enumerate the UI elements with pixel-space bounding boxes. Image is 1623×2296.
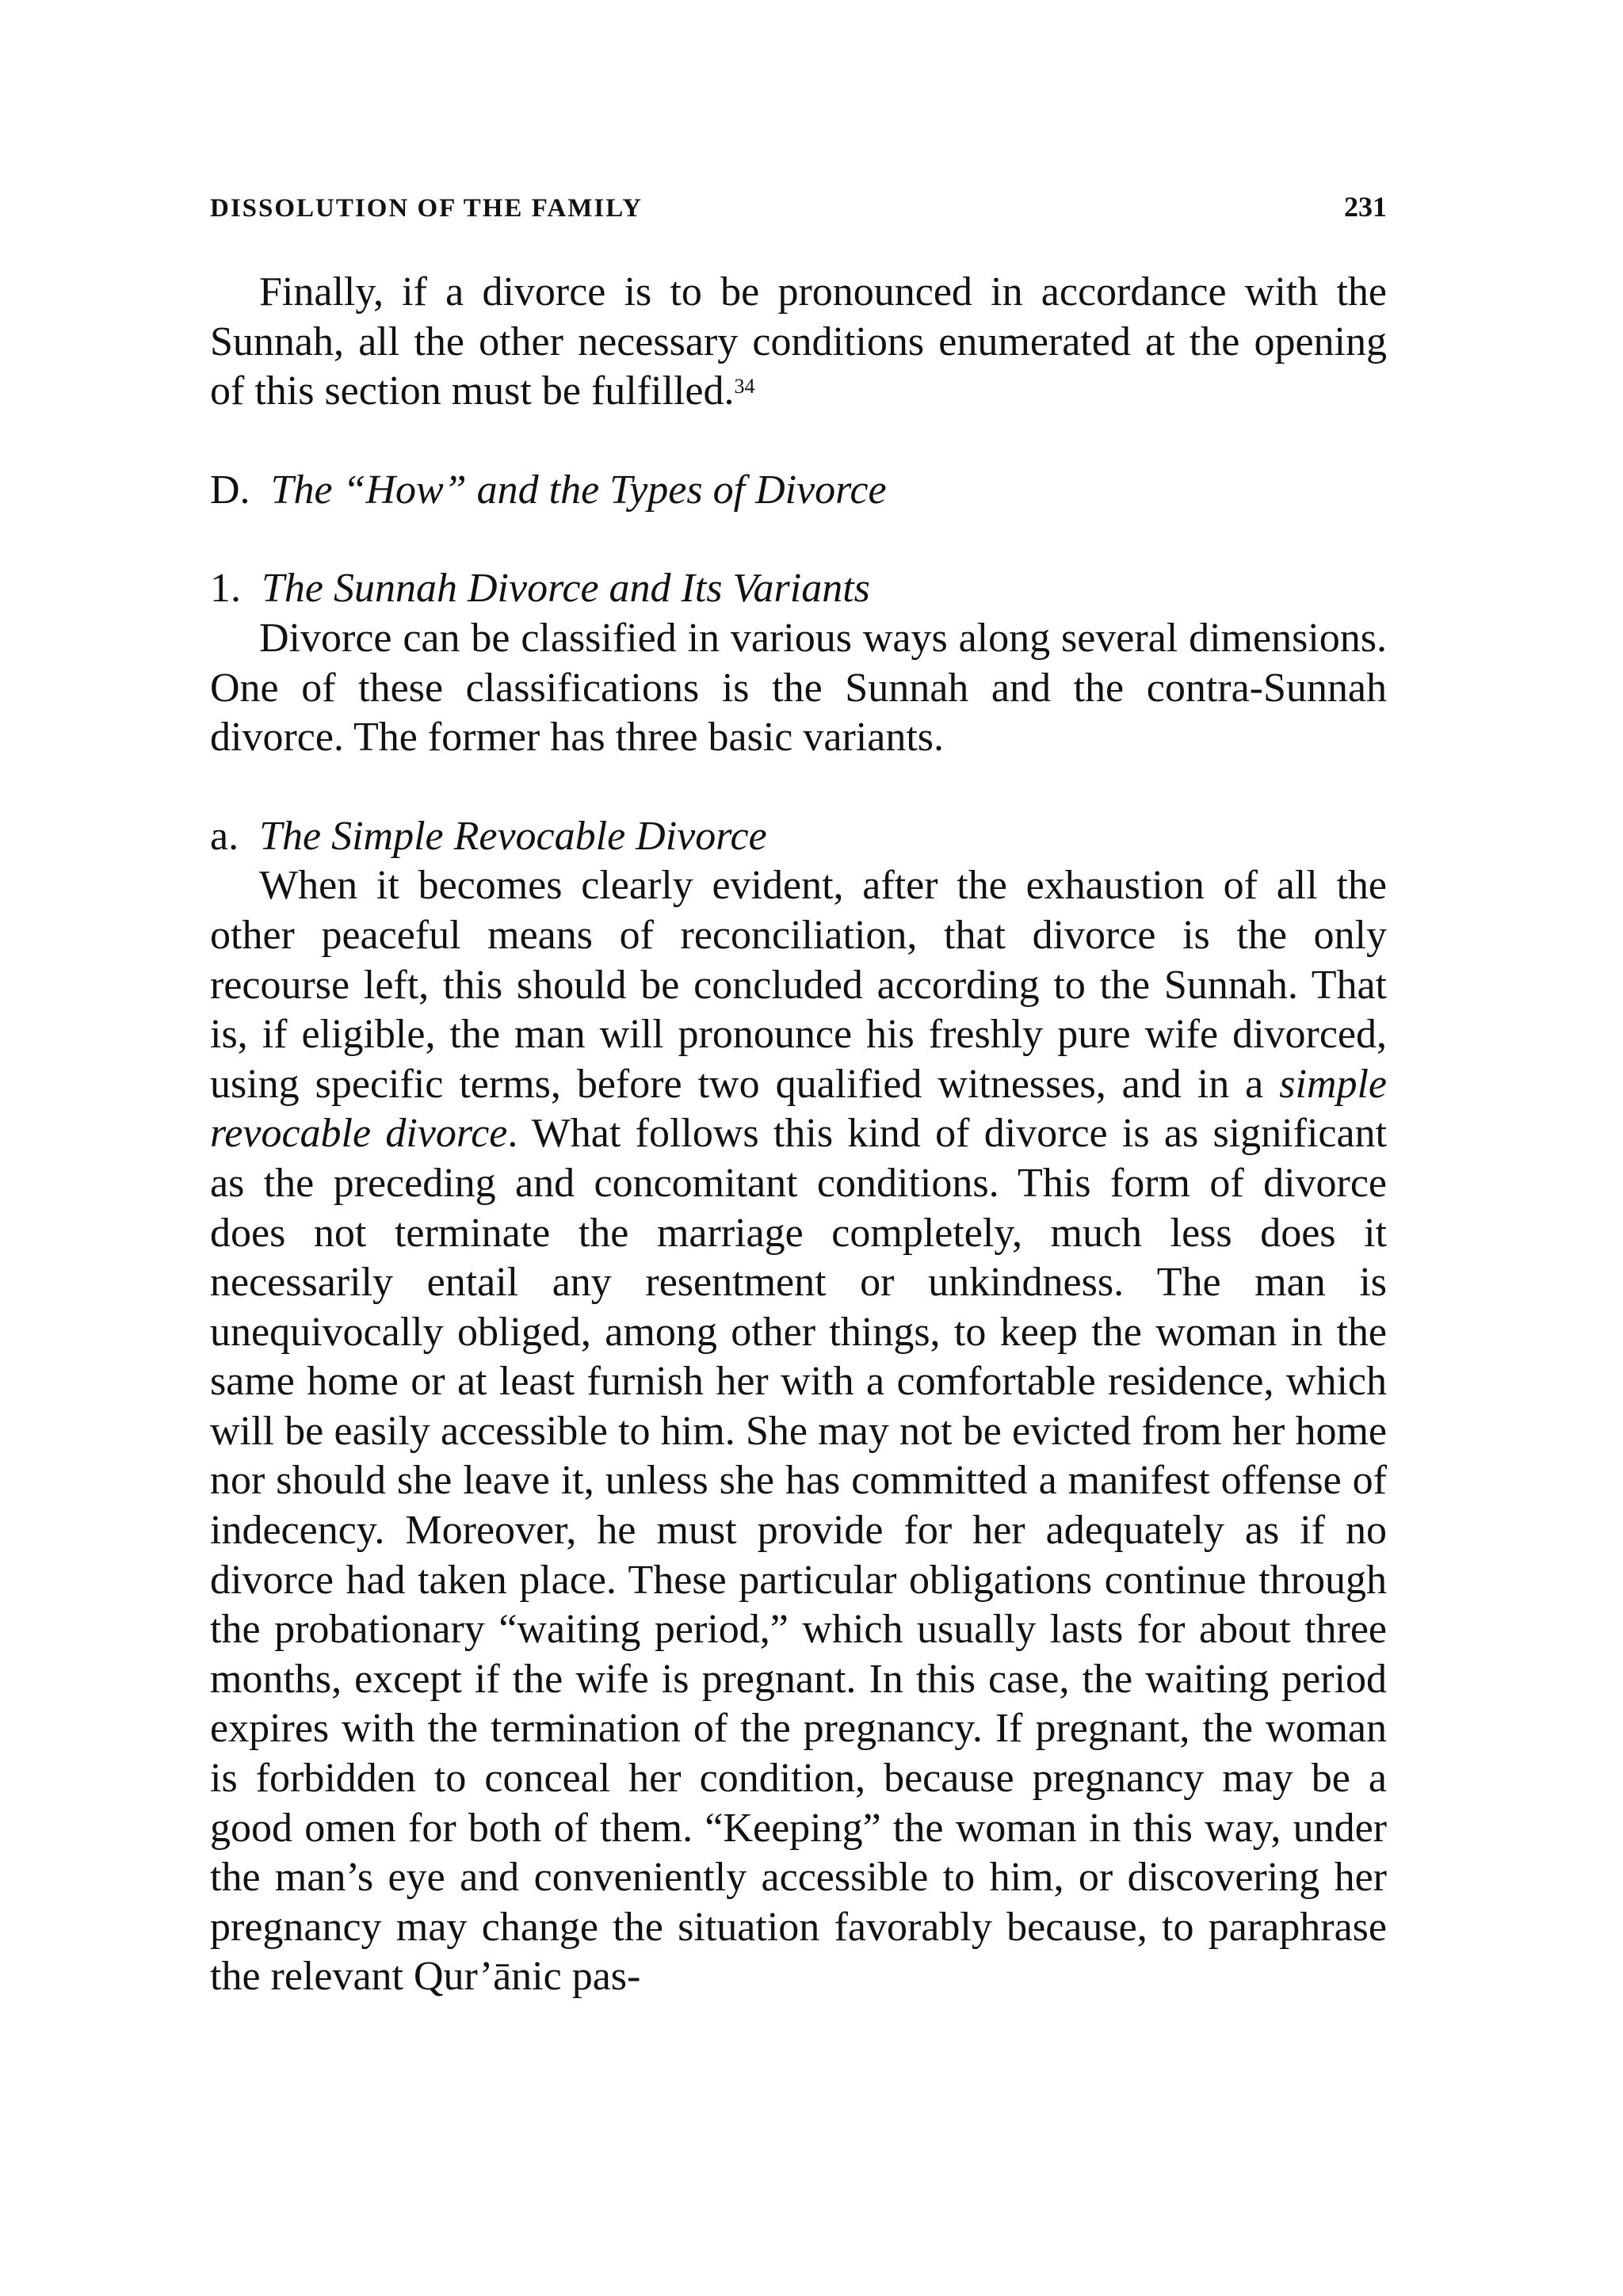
section-a-heading xyxy=(210,812,1387,862)
footnote-marker: 34 xyxy=(734,375,755,399)
paragraph-classification: Divorce can be classified in various ways along several dimensions. One of these classifications is the Sunnah and the contra-Sunnah divorce. The former has three basic variants. xyxy=(210,615,1387,761)
paragraph-simple-revocable xyxy=(210,861,1387,2002)
emphasis-simple-revocable: simple revocable divorce xyxy=(210,1061,1387,1157)
section-a-title: The Simple Revocable Divorce xyxy=(259,813,767,859)
paragraph-finally xyxy=(210,268,1387,417)
chapter-title: DISSOLUTION OF THE FAMILY xyxy=(210,194,643,223)
section-a-label: a. xyxy=(210,813,239,859)
section-1-heading xyxy=(210,564,1387,614)
section-1-title: The Sunnah Divorce and Its Variants xyxy=(262,566,870,612)
book-page xyxy=(210,190,1387,2002)
paragraph-text-after: . What follows this kind of divorce is as significant as the preceding and concomitant conditions. This form of divorce does not terminate the marriage completely, much less does it necessarily entail any resentment or unkindness. The man is unequivocally obliged, among other things, to keep the woman in the same home or at least furnish her with a comfortable residence, which will be easily accessible to him. She may not be evicted from her home nor should she leave it, unless she has committed a manifest offense of indecency. Moreover, he must provide for her adequately as if no divorce had taken place. These particular obligations continue through the probationary “waiting period,” which usually lasts for about three months, except if the wife is pregnant. In this case, the waiting period expires with the termination of the pregnancy. If pregnant, the woman is forbidden to conceal her condition, because pregnancy may be a good omen for both of them. “Keeping” the woman in this way, under the man’s eye and conveniently accessible to him, or discovering her pregnancy may change the situation favorably because, to paraphrase the relevant Qur’ānic pas- xyxy=(210,1111,1387,2000)
spacer xyxy=(210,515,1387,564)
section-d-label: D. xyxy=(210,467,250,513)
running-head xyxy=(210,190,1387,223)
spacer xyxy=(210,417,1387,466)
section-d-heading xyxy=(210,466,1387,516)
section-1-label: 1. xyxy=(210,566,241,612)
section-d-title: The “How” and the Types of Divorce xyxy=(270,467,887,513)
spacer xyxy=(210,763,1387,812)
paragraph-finally-text: Finally, if a divorce is to be pronounced in accordance with the Sunnah, all the other necessary conditions enumerated at the opening of this section must be fulfilled. xyxy=(210,269,1387,414)
page-number: 231 xyxy=(1344,191,1387,223)
paragraph-text-before: When it becomes clearly evident, after the exhaustion of all the other peaceful means of reconciliation, that divorce is the only recourse left, this should be concluded according to the Sunnah. That is, if eligible, the man will pronounce his freshly pure wife divorced, using specific terms, before two qualified witnesses, and in a xyxy=(210,863,1387,1107)
